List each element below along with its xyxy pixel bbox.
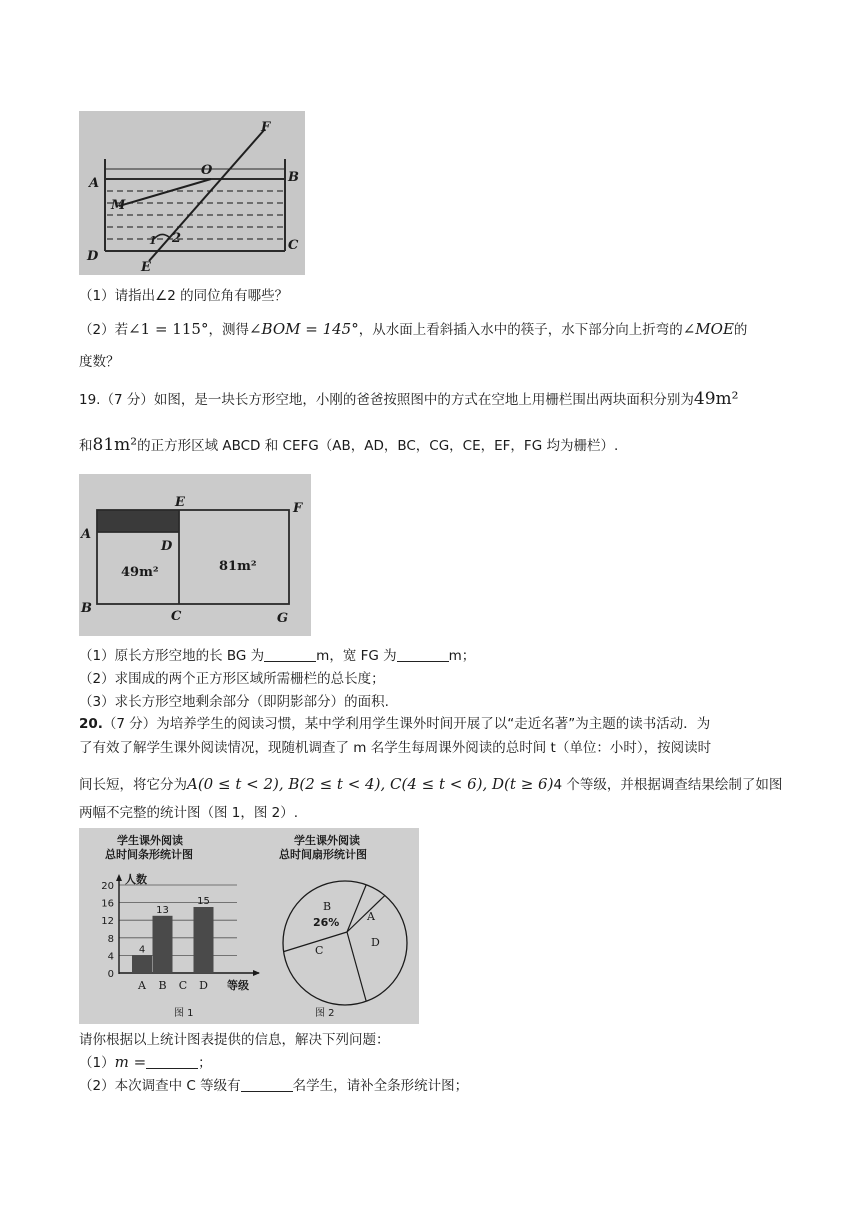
y-tick-label: 8 — [107, 933, 114, 945]
x-tick-label: A — [138, 979, 146, 992]
y-tick-label: 12 — [101, 916, 114, 928]
q20-stem-line4: 两幅不完整的统计图（图 1，图 2）. — [79, 805, 299, 821]
q18-sub2-text-d: 的 — [733, 322, 748, 338]
pie-slice-label-D: D — [371, 936, 380, 949]
label-D: D — [161, 539, 173, 554]
label-2: 2 — [172, 231, 182, 246]
m-equals: m = — [114, 1053, 147, 1071]
pie-slice-label-A: A — [367, 910, 375, 923]
q20-prompt: 请你根据以上统计图表提供的信息，解决下列问题： — [79, 1032, 390, 1048]
q20-number: 20. — [79, 716, 103, 732]
q20-stem-line2: 了有效了解学生课外阅读情况，现随机调查了 m 名学生每周课外阅读的总时间 t（单位：小时），按阅读时 — [79, 740, 712, 756]
label-A: A — [89, 176, 100, 191]
q18-sub2-text-c: ，从水面上看斜插入水中的筷子，水下部分向上折弯的 — [358, 322, 683, 338]
y-tick-label: 4 — [107, 951, 114, 963]
statistics-figure — [79, 828, 419, 1024]
q20-stem-line3-text-b: 4 个等级，并根据调查结果绘制了如图 — [553, 777, 783, 793]
area-81: 81m² — [92, 435, 138, 455]
label-E: E — [141, 260, 151, 275]
y-tick-label: 20 — [101, 881, 114, 892]
rectangle-field-figure — [79, 474, 311, 636]
label-F: F — [293, 501, 303, 516]
label-1: 1 — [149, 234, 157, 247]
water-refraction-figure — [79, 111, 305, 275]
answer-blank-bg[interactable] — [264, 647, 316, 662]
q18-sub1: （1）请指出∠2 的同位角有哪些？ — [79, 288, 289, 304]
q18-sub2 — [79, 319, 747, 340]
label-C: C — [288, 238, 299, 253]
pie-slice-label-B: B — [323, 900, 332, 913]
label-O: O — [201, 163, 213, 178]
q19-stem-line1 — [79, 389, 738, 410]
x-axis-label: 等级 — [227, 979, 249, 992]
q20-stem-line1 — [79, 714, 710, 734]
label-G: G — [277, 611, 289, 626]
x-tick-label: D — [199, 979, 208, 992]
q19-stem-text: （7 分）如图，是一块长方形空地，小刚的爸爸按照图中的方式在空地上用栅栏围出两块面积分别为 — [100, 392, 694, 408]
label-M: M — [111, 198, 126, 213]
area-49: 49m² — [693, 389, 739, 409]
q19-stem-text-b: 的正方形区域 ABCD 和 CEFG（AB，AD，BC，CG，CE，EF，FG 均为栅栏）. — [137, 438, 619, 454]
y-axis-label: 人数 — [125, 873, 147, 886]
figure2-caption: 图 2 — [315, 1008, 335, 1019]
answer-blank-m[interactable] — [146, 1054, 198, 1069]
pie-slice-label-C: C — [315, 944, 324, 957]
q18-sub2-text-a: （2）若 — [79, 322, 129, 338]
q18-sub2-cont: 度数？ — [79, 354, 120, 370]
q20-sub1-text-b: ； — [198, 1055, 212, 1071]
area-label-81: 81m² — [219, 559, 257, 574]
q20-sub2-text-b: 名学生，请补全条形统计图； — [292, 1078, 469, 1094]
q19-sub3: （3）求长方形空地剩余部分（即阴影部分）的面积. — [79, 694, 389, 710]
label-A: A — [81, 527, 92, 542]
q20-stem-line3-text-a: 间长短，将它分为 — [79, 777, 187, 793]
angle-moe-expression: ∠MOE — [682, 320, 734, 338]
area-label-49: 49m² — [121, 565, 159, 580]
y-tick-label: 16 — [101, 898, 114, 910]
y-tick-label: 0 — [107, 969, 114, 980]
answer-blank-fg[interactable] — [397, 647, 449, 662]
label-E: E — [175, 495, 185, 510]
label-D: D — [87, 249, 99, 264]
bar-D — [194, 907, 214, 973]
q19-stem-text-and: 和 — [79, 438, 93, 454]
q19-number: 19. — [79, 392, 101, 408]
answer-blank-c-count[interactable] — [241, 1077, 293, 1092]
label-C: C — [171, 609, 182, 624]
q20-stem-line3 — [79, 774, 782, 795]
q19-sub2: （2）求围成的两个正方形区域所需栅栏的总长度； — [79, 671, 385, 687]
label-F: F — [261, 120, 271, 135]
q19-sub1-text-b: m，宽 FG 为 — [316, 648, 397, 664]
angle-bom-expression: ∠BOM = 145° — [248, 320, 359, 338]
data-label-A: 4 — [138, 944, 146, 956]
bar-chart-title-line2: 总时间条形统计图 — [105, 848, 193, 861]
q19-sub1 — [79, 646, 475, 666]
x-tick-label: B — [158, 979, 167, 992]
label-B: B — [288, 170, 299, 185]
bar-chart-title-line1: 学生课外阅读 — [117, 834, 183, 847]
pie-chart-title-line2: 总时间扇形统计图 — [279, 848, 367, 861]
q20-stem-line1-text: （7 分）为培养学生的阅读习惯，某中学利用学生课外时间开展了以“走近名著”为主题的读书活动．为 — [102, 716, 711, 732]
q20-sub2 — [79, 1076, 468, 1096]
pie-percent-label-B: 26% — [313, 916, 340, 929]
pie-chart-title-line1: 学生课外阅读 — [294, 834, 360, 847]
q20-sub2-text-a: （2）本次调查中 C 等级有 — [79, 1078, 241, 1094]
figure1-caption: 图 1 — [174, 1008, 194, 1019]
label-B: B — [81, 601, 92, 616]
bar-A — [132, 955, 152, 973]
q20-sub1 — [79, 1052, 212, 1073]
q20-sub1-text-a: （1） — [79, 1055, 115, 1071]
q19-stem-line2 — [79, 435, 618, 456]
x-tick-label: C — [178, 979, 188, 992]
data-label-B: 13 — [156, 904, 169, 916]
grade-definitions: A(0 ≤ t < 2), B(2 ≤ t < 4), C(4 ≤ t < 6), D(t ≥ 6) — [187, 775, 554, 793]
q19-sub1-text-c: m； — [448, 648, 476, 664]
q18-sub2-text-b: ，测得 — [208, 322, 249, 338]
data-label-D: 15 — [197, 896, 210, 907]
angle1-expression: ∠1 = 115° — [128, 320, 209, 338]
q19-sub1-text-a: （1）原长方形空地的长 BG 为 — [79, 648, 265, 664]
bar-B — [153, 916, 173, 973]
